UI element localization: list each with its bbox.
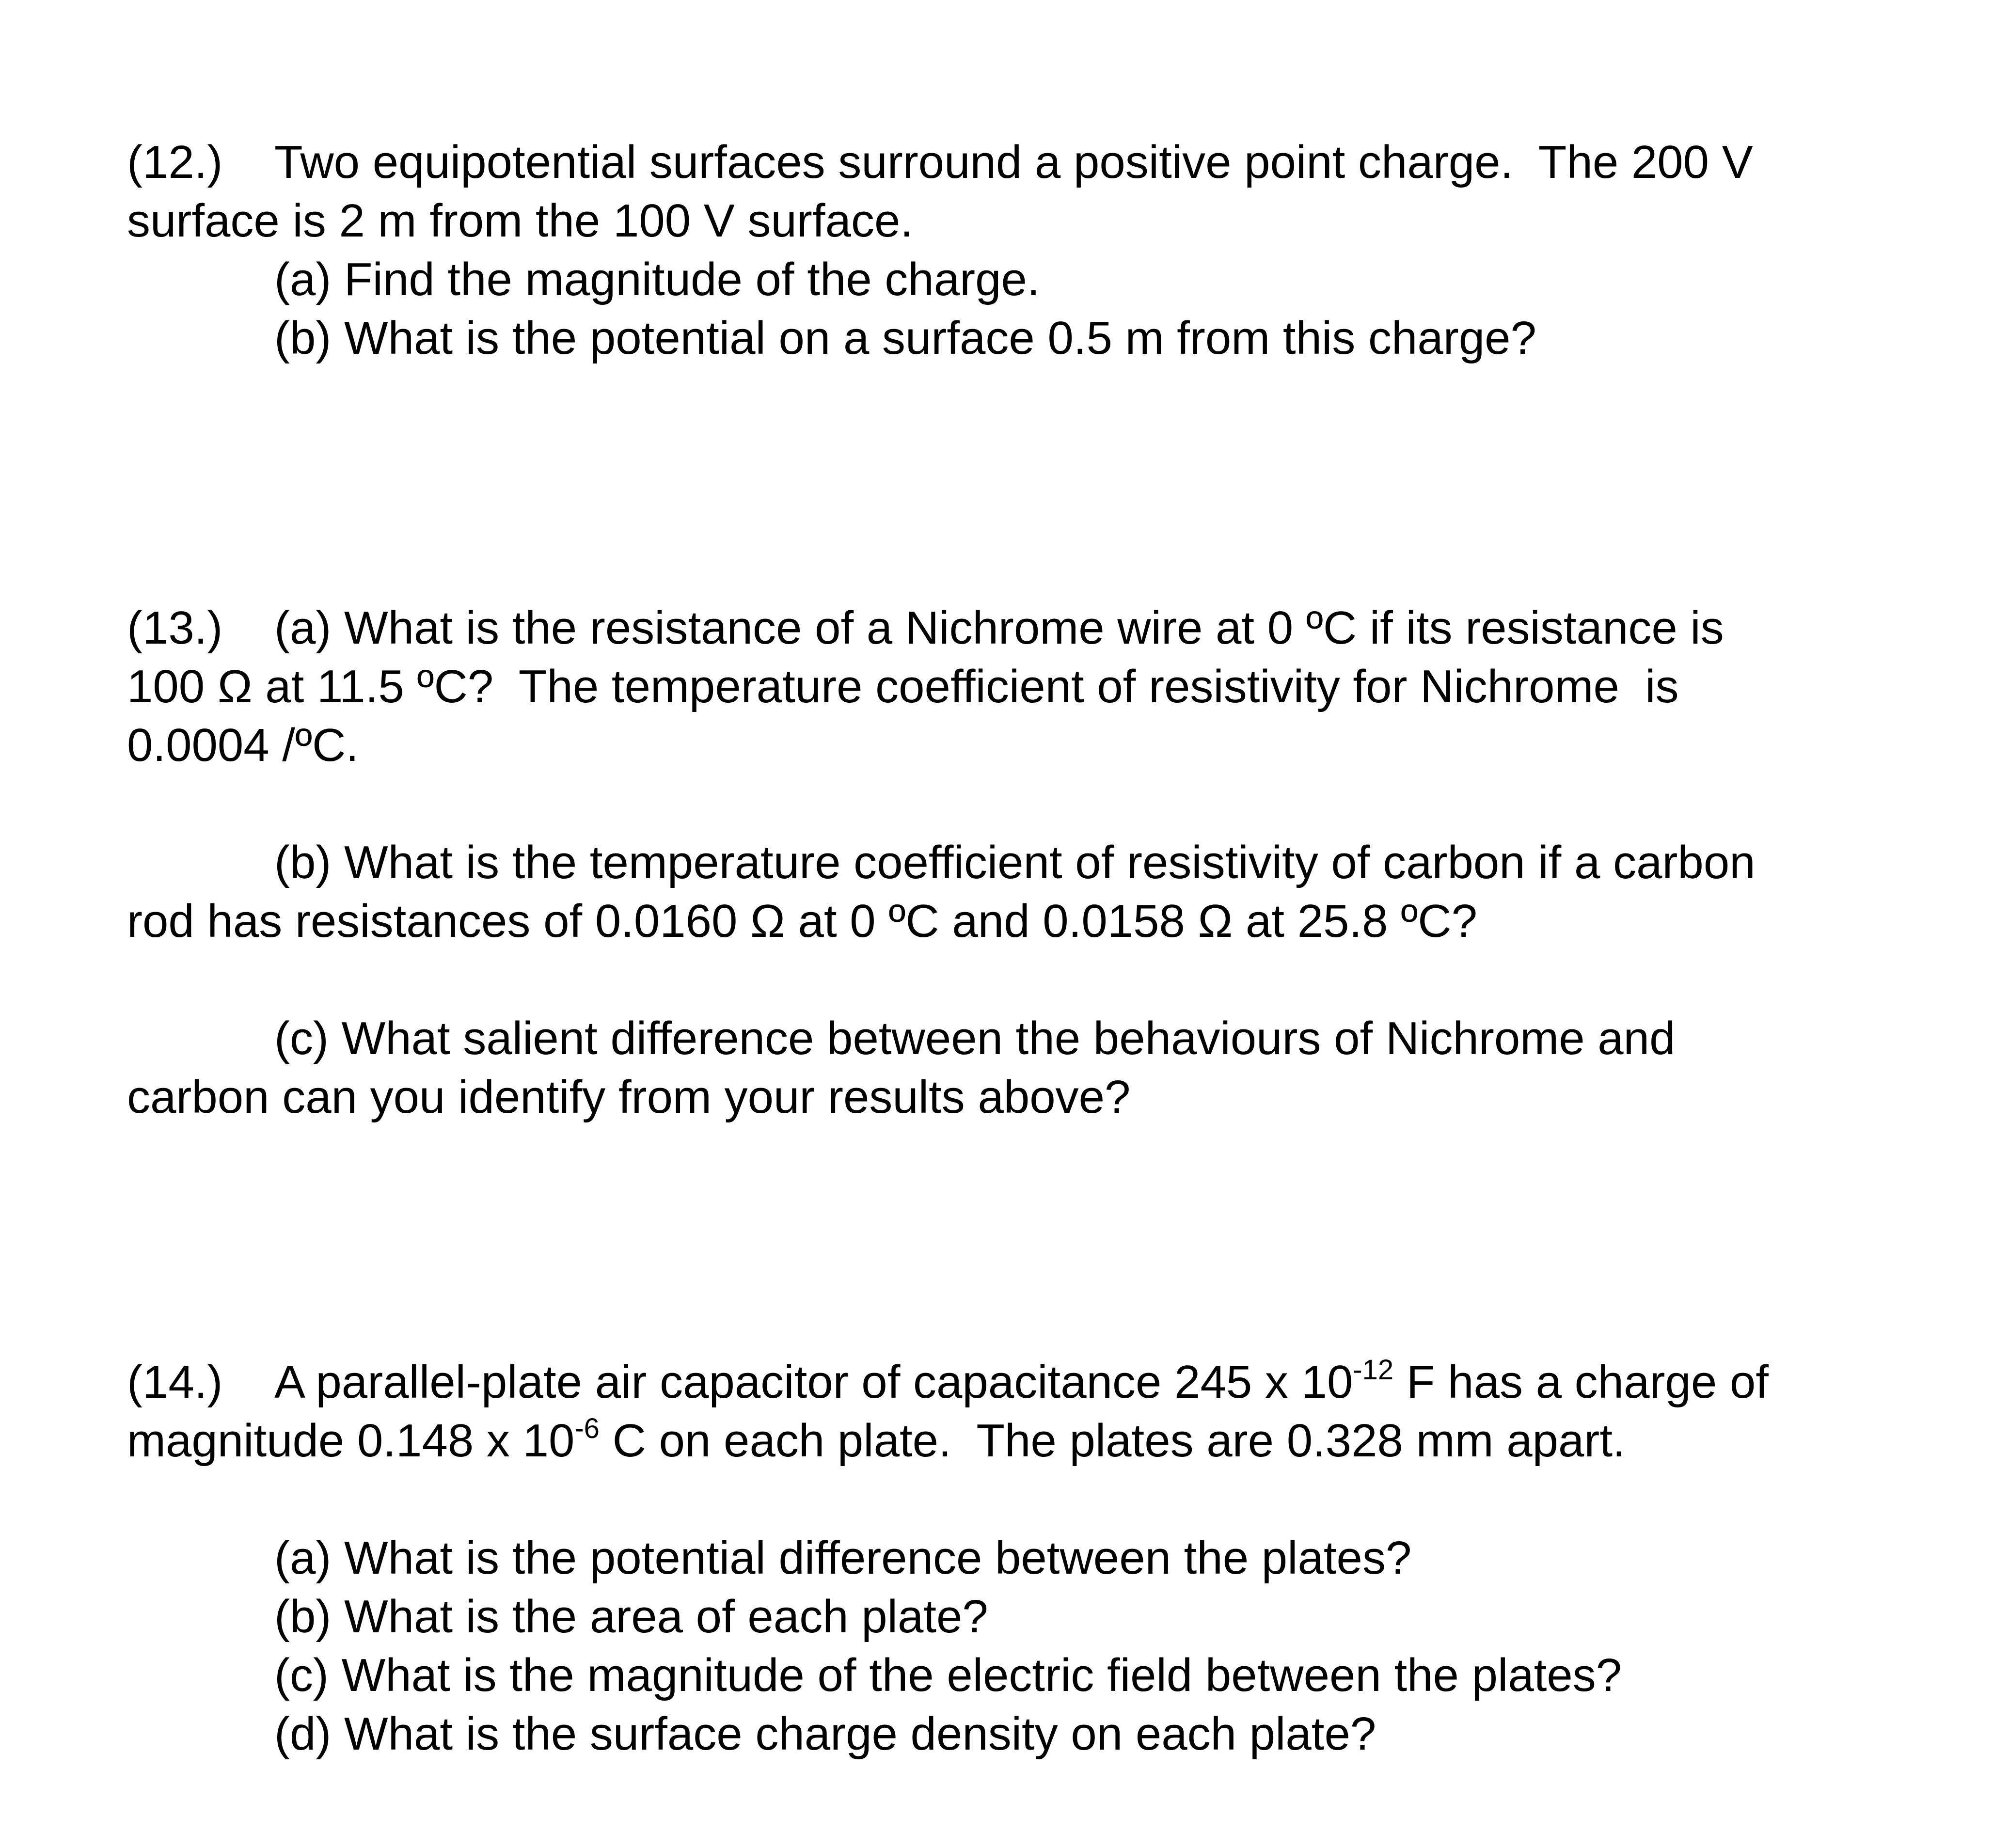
- question-text: magnitude 0.148 x 10: [127, 1415, 575, 1467]
- spacer: [127, 774, 1969, 833]
- exponent: -12: [1353, 1354, 1394, 1386]
- question-13-part-a-line-1: [127, 599, 1969, 657]
- question-14-part-c: (c) What is the magnitude of the electric field between the plates?: [274, 1649, 1622, 1701]
- question-number: (14.): [127, 1356, 223, 1408]
- question-13-part-c-line-1: (c) What salient difference between the behaviours of Nichrome and: [274, 1012, 1676, 1064]
- question-text: Two equipotential surfaces surround a positive point charge. The 200 V: [274, 136, 1753, 188]
- question-13-part-a-line-3: 0.0004 /ºC.: [127, 719, 359, 771]
- question-13-part-b-line-1: (b) What is the temperature coefficient of resistivity of carbon if a carbon: [274, 837, 1756, 888]
- question-14-part-b: (b) What is the area of each plate?: [274, 1591, 988, 1643]
- exponent: -6: [574, 1413, 600, 1444]
- question-text: F has a charge of: [1393, 1356, 1769, 1408]
- question-12-line-2: surface is 2 m from the 100 V surface.: [127, 195, 914, 247]
- question-13-part-c-line-2: carbon can you identify from your results above?: [127, 1071, 1131, 1123]
- question-12-line-1: [127, 133, 1969, 191]
- question-13-part-b-line-2: rod has resistances of 0.0160 Ω at 0 ºC and 0.0158 Ω at 25.8 ºC?: [127, 895, 1478, 947]
- question-number: (12.): [127, 136, 223, 188]
- question-13: [127, 599, 1969, 1126]
- question-text: C on each plate. The plates are 0.328 mm apart.: [599, 1415, 1626, 1467]
- question-13-part-a-line-2: 100 Ω at 11.5 ºC? The temperature coefficient of resistivity for Nichrome is: [127, 661, 1679, 712]
- question-14-part-a: (a) What is the potential difference between the plates?: [274, 1532, 1412, 1584]
- question-12-part-b: (b) What is the potential on a surface 0.5 m from this charge?: [274, 312, 1536, 364]
- question-12: [127, 133, 1969, 367]
- question-14-part-d: (d) What is the surface charge density on each plate?: [274, 1708, 1376, 1760]
- question-number: (13.): [127, 602, 223, 654]
- question-12-part-a: (a) Find the magnitude of the charge.: [274, 253, 1040, 305]
- question-14: [127, 1353, 1969, 1763]
- spacer: [127, 950, 1969, 1009]
- spacer: [127, 1470, 1969, 1529]
- question-text: (a) What is the resistance of a Nichrome wire at 0 ºC if its resistance is: [274, 602, 1724, 654]
- question-14-line-2: [127, 1411, 1969, 1470]
- question-text: A parallel-plate air capacitor of capacitance 245 x 10: [274, 1356, 1353, 1408]
- question-14-line-1: [127, 1353, 1969, 1411]
